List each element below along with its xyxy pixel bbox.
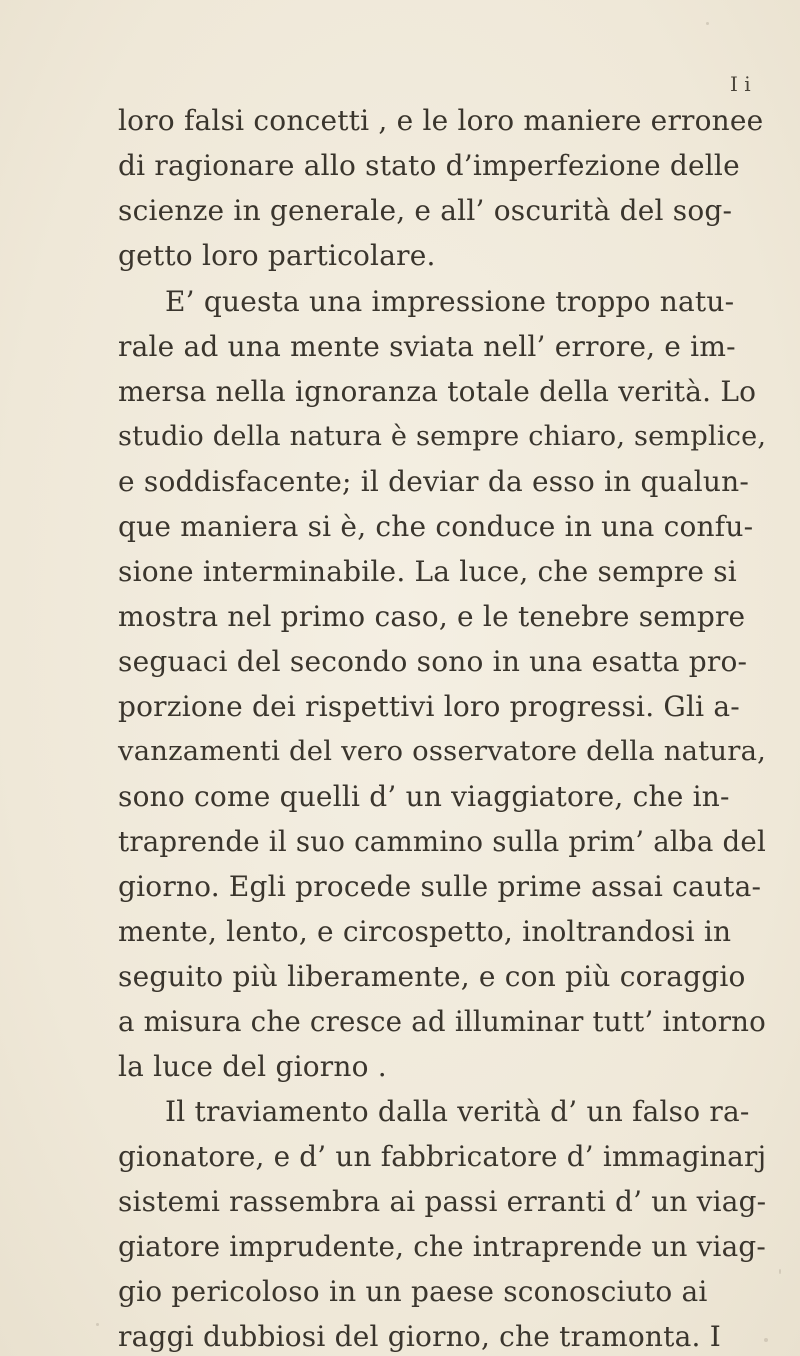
text-line: traprende il suo cammino sulla prim’ alba del (118, 825, 767, 858)
text-line: mersa nella ignoranza totale della verità. Lo (118, 375, 757, 408)
text-line: sistemi rassembra ai passi erranti d’ un viag- (118, 1185, 767, 1218)
text-line: a misura che cresce ad illuminar tutt’ intorno (118, 1005, 766, 1038)
text-line: seguito più liberamente, e con più coraggio (118, 960, 746, 993)
text-line: di ragionare allo stato d’imperfezione delle (118, 149, 740, 182)
text-line: seguaci del secondo sono in una esatta pro- (118, 645, 748, 678)
text-line: sione interminabile. La luce, che sempre si (118, 555, 737, 588)
text-line: giatore imprudente, che intraprende un viag- (118, 1230, 766, 1263)
text-line: raggi dubbiosi del giorno, che tramonta. I (118, 1320, 721, 1353)
text-line: vanzamenti del vero osservatore della natura, (118, 736, 767, 767)
paper-speck (706, 22, 709, 25)
page-number: I i (730, 72, 751, 96)
text-line: E’ questa una impressione troppo natu- (165, 285, 735, 318)
text-line: rale ad una mente sviata nell’ errore, e im- (118, 330, 736, 363)
text-line: studio della natura è sempre chiaro, semplice, (118, 421, 767, 452)
text-line: mente, lento, e circospetto, inoltrandosi in (118, 915, 732, 948)
paper-speck (779, 1269, 781, 1274)
text-line: loro falsi concetti , e le loro maniere erronee (118, 104, 764, 137)
text-line: Il traviamento dalla verità d’ un falso ra- (165, 1095, 750, 1128)
text-line: giorno. Egli procede sulle prime assai cauta- (118, 870, 762, 903)
text-line: que maniera si è, che conduce in una confu- (118, 510, 754, 543)
text-line: e soddisfacente; il deviar da esso in qualun- (118, 465, 750, 498)
text-line: sono come quelli d’ un viaggiatore, che in- (118, 780, 730, 813)
text-line: scienze in generale, e all’ oscurità del sog- (118, 194, 733, 227)
text-line: mostra nel primo caso, e le tenebre sempre (118, 600, 746, 633)
text-line: porzione dei rispettivi loro progressi. Gli a- (118, 690, 740, 723)
text-line: gio pericoloso in un paese sconosciuto ai (118, 1275, 708, 1308)
paper-speck (96, 1323, 99, 1326)
text-line: la luce del giorno . (118, 1050, 387, 1083)
paper-speck (764, 1338, 768, 1342)
text-line: gionatore, e d’ un fabbricatore d’ immaginarj (118, 1140, 767, 1173)
text-line: getto loro particolare. (118, 239, 436, 272)
